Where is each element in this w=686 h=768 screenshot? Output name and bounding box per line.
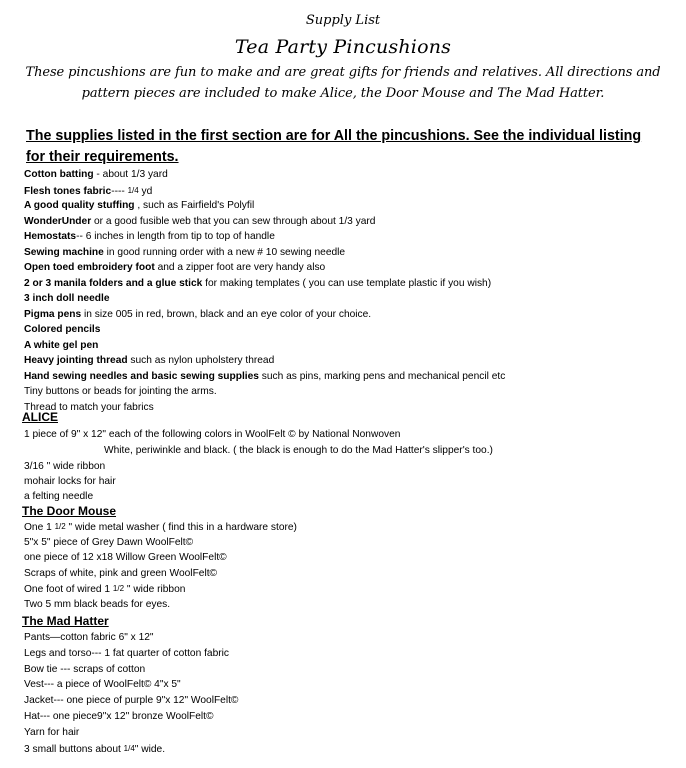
- door-mouse-item: One 1 1/2 " wide metal washer ( find this in a hardware store): [24, 522, 297, 533]
- supply-list-label: Supply List: [305, 13, 381, 28]
- supply-item: Tiny buttons or beads for jointing the arms.: [24, 386, 217, 397]
- door-mouse-item: Scraps of white, pink and green WoolFelt©: [24, 567, 218, 579]
- supply-item: Thread to match your fabrics: [24, 401, 154, 413]
- mad-hatter-item: Pants—cotton fabric 6" x 12": [24, 632, 154, 643]
- supply-item: Cotton batting - about 1/3 yard: [24, 169, 168, 180]
- door-mouse-item: Two 5 mm black beads for eyes.: [24, 599, 171, 610]
- door-mouse-item: one piece of 12 x18 Willow Green WoolFelt©: [24, 552, 227, 564]
- supply-item: WonderUnder or a good fusible web that you can sew through about 1/3 yard: [24, 215, 376, 227]
- mad-hatter-item: Bow tie --- scraps of cotton: [24, 663, 146, 675]
- mad-hatter-item: Legs and torso--- 1 fat quarter of cotton fabric: [24, 647, 229, 659]
- section-header-line-2: for their requirements.: [26, 149, 179, 165]
- section-header-line-1: The supplies listed in the first section are for All the pincushions. See the individual listing: [26, 128, 642, 144]
- supply-item: Colored pencils: [24, 324, 101, 335]
- alice-heading: ALICE: [22, 410, 58, 424]
- page-title: Tea Party Pincushions: [234, 36, 452, 58]
- supply-item: Hemostats-- 6 inches in length from tip to top of handle: [24, 231, 275, 242]
- door-mouse-item: 5"x 5" piece of Grey Dawn WoolFelt©: [24, 536, 194, 548]
- supply-item: A white gel pen: [24, 339, 99, 351]
- mad-hatter-item: Yarn for hair: [24, 726, 80, 738]
- intro-line-2: pattern pieces are included to make Alice, the Door Mouse and The Mad Hatter.: [81, 86, 605, 101]
- alice-item: White, periwinkle and black. ( the black is enough to do the Mad Hatter's slipper's too.): [104, 445, 493, 456]
- supply-item: A good quality stuffing , such as Fairfield's Polyfil: [24, 200, 255, 211]
- supply-item: Heavy jointing thread such as nylon upholstery thread: [24, 355, 275, 366]
- supply-item: Hand sewing needles and basic sewing supplies such as pins, marking pens and mechanical pencil etc: [24, 370, 506, 382]
- mad-hatter-heading: The Mad Hatter: [22, 614, 109, 628]
- supply-item: Sewing machine in good running order with a new # 10 sewing needle: [24, 246, 346, 258]
- supply-item: Flesh tones fabric---- 1/4 yd: [24, 185, 153, 197]
- alice-item: a felting needle: [24, 491, 94, 502]
- mad-hatter-item: Vest--- a piece of WoolFelt© 4"x 5": [24, 679, 181, 691]
- door-mouse-item: One foot of wired 1 1/2 " wide ribbon: [24, 584, 186, 596]
- mad-hatter-item: 3 small buttons about 1/4" wide.: [24, 743, 166, 755]
- supply-item: Pigma pens in size 005 in red, brown, black and an eye color of your choice.: [24, 308, 372, 320]
- supply-item: 3 inch doll needle: [24, 293, 110, 304]
- intro-line-1: These pincushions are fun to make and are great gifts for friends and relatives. All directions and: [25, 65, 661, 80]
- supply-item: Open toed embroidery foot and a zipper foot are very handy also: [24, 262, 326, 273]
- alice-item: 3/16 " wide ribbon: [24, 461, 106, 472]
- mad-hatter-item: Hat--- one piece9"x 12" bronze WoolFelt©: [24, 711, 214, 722]
- supply-item: 2 or 3 manila folders and a glue stick for making templates ( you can use template plastic if you wish): [24, 277, 492, 289]
- alice-item: 1 piece of 9" x 12" each of the following colors in WoolFelt © by National Nonwoven: [24, 429, 401, 440]
- mad-hatter-item: Jacket--- one piece of purple 9"x 12" WoolFelt©: [24, 695, 239, 707]
- door-mouse-heading: The Door Mouse: [22, 504, 117, 518]
- alice-item: mohair locks for hair: [24, 476, 116, 487]
